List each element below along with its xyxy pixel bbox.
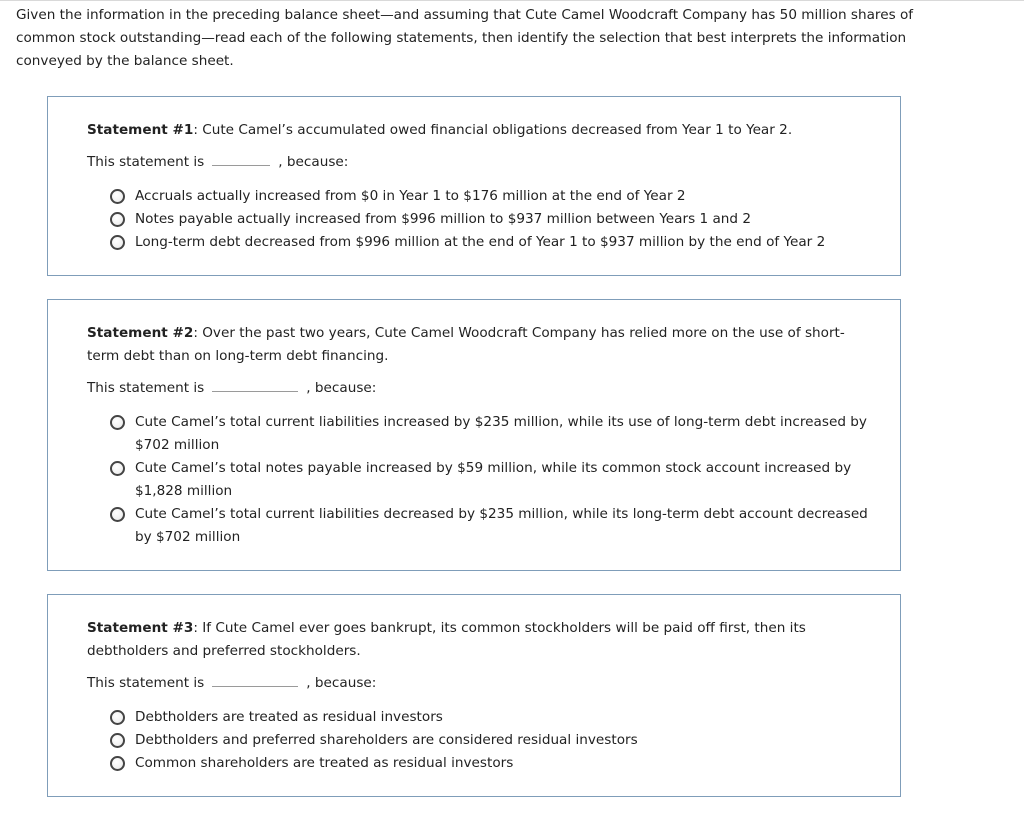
statement-3-heading: Statement #3 [87,620,194,636]
radio-button[interactable] [110,507,125,522]
radio-button[interactable] [110,461,125,476]
option-label: Notes payable actually increased from $996 million to $937 million between Years 1 and 2 [135,211,752,227]
radio-button[interactable] [110,189,125,204]
statement-1-options [110,185,877,254]
statement-2-text: Statement #2: Over the past two years, Cute Camel Woodcraft Company has relied more on the use of short-term debt than on long-term debt financing. [87,325,845,364]
statement-3-option-2[interactable] [110,729,877,752]
statement-1-option-2[interactable] [110,208,877,231]
radio-button[interactable] [110,212,125,227]
statement-2-option-3[interactable] [110,503,877,549]
statement-3-body: If Cute Camel ever goes bankrupt, its common stockholders will be paid off first, then its debtholders and preferred stockholders. [87,620,806,659]
statement-1-text: Statement #1: Cute Camel’s accumulated owed financial obligations decreased from Year 1 to Year 2. [87,122,793,138]
statement-1-body: Cute Camel’s accumulated owed financial obligations decreased from Year 1 to Year 2. [202,122,793,138]
radio-button[interactable] [110,415,125,430]
radio-button[interactable] [110,710,125,725]
option-label: Long-term debt decreased from $996 million at the end of Year 1 to $937 million by the end of Year 2 [135,234,826,250]
statement-1-option-1[interactable] [110,185,877,208]
option-label: Accruals actually increased from $0 in Year 1 to $176 million at the end of Year 2 [135,188,686,204]
statement-2-option-1[interactable] [110,411,877,457]
radio-button[interactable] [110,733,125,748]
option-label: Cute Camel’s total current liabilities decreased by $235 million, while its long-term debt account decreased by $702 million [135,506,868,545]
statement-3-answer-row: This statement is , because: [87,672,877,695]
statement-3-text: Statement #3: If Cute Camel ever goes bankrupt, its common stockholders will be paid off first, then its debtholders and preferred stockholders. [87,620,806,659]
statement-1-card [47,96,901,276]
statement-3-answer-dropdown[interactable] [212,672,298,687]
statement-2-body: Over the past two years, Cute Camel Woodcraft Company has relied more on the use of short-term debt than on long-term debt financing. [87,325,845,364]
statement-1-heading: Statement #1 [87,122,194,138]
statement-3-option-1[interactable] [110,706,877,729]
statement-2-card [47,299,901,571]
statement-1-answer-dropdown[interactable] [212,151,270,166]
option-label: Debtholders are treated as residual investors [135,709,443,725]
statement-3-options [110,706,877,775]
option-label: Cute Camel’s total current liabilities increased by $235 million, while its use of long-term debt increased by $702 million [135,414,867,453]
top-divider [0,0,1024,1]
statement-2-option-2[interactable] [110,457,877,503]
statement-3-option-3[interactable] [110,752,877,775]
statement-1-answer-row: This statement is , because: [87,151,877,174]
statement-2-options [110,411,877,549]
statement-2-answer-dropdown[interactable] [212,377,298,392]
option-label: Cute Camel’s total notes payable increased by $59 million, while its common stock account increased by $1,828 million [135,460,852,499]
option-label: Debtholders and preferred shareholders are considered residual investors [135,732,638,748]
radio-button[interactable] [110,756,125,771]
option-label: Common shareholders are treated as residual investors [135,755,514,771]
statement-2-answer-row: This statement is , because: [87,377,877,400]
statement-2-heading: Statement #2 [87,325,194,341]
radio-button[interactable] [110,235,125,250]
statement-3-card [47,594,901,797]
statement-1-option-3[interactable] [110,231,877,254]
instructions-text: Given the information in the preceding balance sheet—and assuming that Cute Camel Woodcraft Company has 50 million shares of common stock outstanding—read each of the following statements, then identify the selection that best interprets the information conveyed by the balance sheet. [16,7,914,69]
